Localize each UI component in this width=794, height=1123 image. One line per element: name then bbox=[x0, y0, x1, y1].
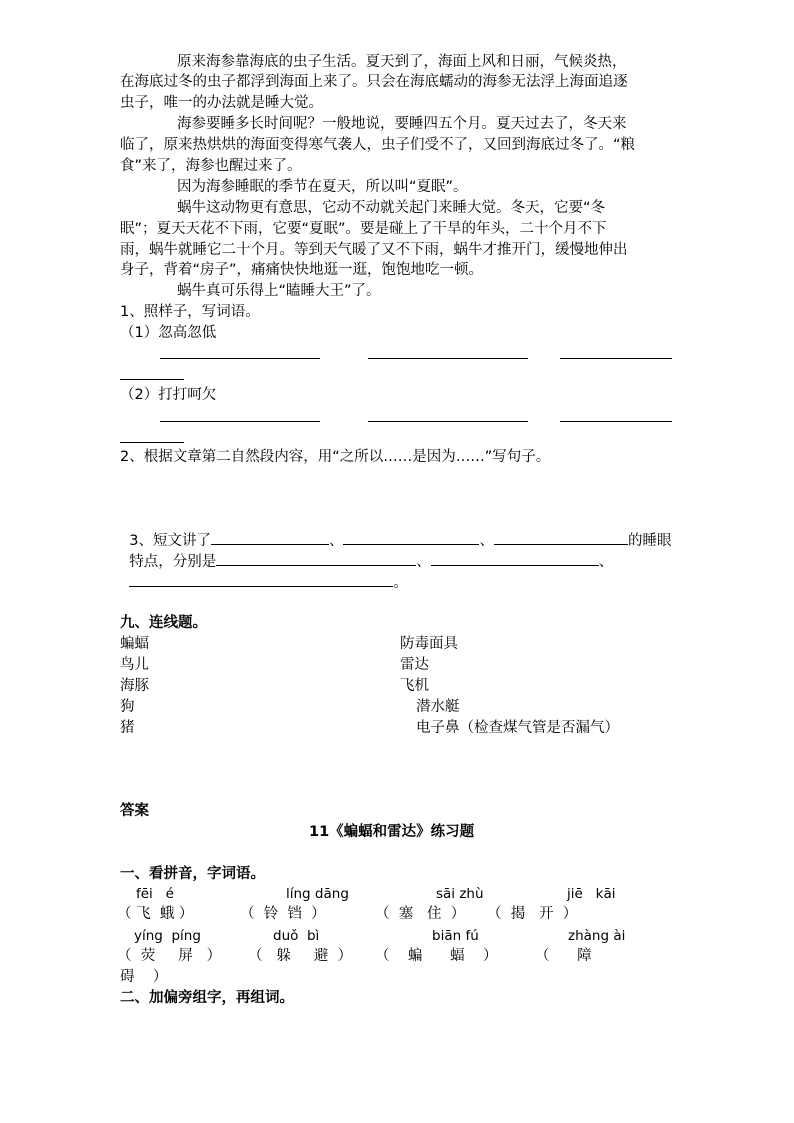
passage-line: 蜗牛这动物更有意思，它动不动就关起门来睡大觉。冬天，它要“冬 bbox=[177, 200, 606, 216]
question-1: 1、照样子，写词语。 bbox=[120, 304, 260, 320]
passage-line: 雨，蜗牛就睡它二十个月。等到天气暖了又不下雨，蜗牛才推开门，缓慢地伸出 bbox=[120, 242, 628, 258]
separator: 、 bbox=[479, 533, 494, 549]
answer-word: （ 蝙 蝠 ） bbox=[375, 948, 498, 964]
answer-word: 碍 ） bbox=[120, 969, 168, 985]
matching-right-item[interactable]: 飞机 bbox=[400, 678, 429, 694]
pinyin: líng dāng bbox=[286, 886, 349, 902]
pinyin: zhàng ài bbox=[568, 928, 626, 944]
answer-word: （ 铃 铛 ） bbox=[240, 906, 326, 922]
passage-line: 蜗牛真可乐得上“瞌睡大王”了。 bbox=[177, 283, 381, 299]
answer-blank[interactable] bbox=[560, 358, 672, 359]
passage-line: 食”来了，海参也醒过来了。 bbox=[120, 158, 302, 174]
q3-prefix: 3、短文讲了 bbox=[129, 533, 211, 549]
pinyin: jiē kāi bbox=[567, 886, 616, 902]
answer-blank[interactable] bbox=[160, 421, 320, 422]
matching-title: 九、连线题。 bbox=[120, 615, 207, 631]
pinyin: duǒ bì bbox=[273, 928, 320, 944]
question-1-item-1: （1）忽高忽低 bbox=[120, 325, 217, 341]
matching-left-item[interactable]: 海豚 bbox=[120, 678, 149, 694]
answers-title: 11《蝙蝠和雷达》练习题 bbox=[309, 824, 475, 840]
answer-blank[interactable] bbox=[120, 442, 184, 443]
q3-suffix: 的睡眼 bbox=[627, 533, 672, 549]
passage-line: 因为海参睡眠的季节在夏天，所以叫“夏眠”。 bbox=[177, 179, 468, 195]
passage-line: 身子，背着“房子”，痛痛快快地逛一逛，饱饱地吃一顿。 bbox=[120, 262, 484, 278]
separator: 、 bbox=[328, 533, 344, 549]
answer-word: （ 飞 蛾 ） bbox=[117, 906, 194, 922]
answer-word: （ 荧 屏 ） bbox=[117, 948, 222, 964]
answer-blank[interactable] bbox=[560, 421, 672, 422]
pinyin: sāi zhù bbox=[436, 886, 484, 902]
matching-right-item[interactable]: 雷达 bbox=[400, 657, 429, 673]
separator: 、 bbox=[416, 554, 431, 570]
passage-line: 临了，原来热烘烘的海面变得寒气袭人，虫子们受不了，又回到海底过冬了。“粮 bbox=[120, 137, 636, 153]
question-2: 2、根据文章第二自然段内容，用“之所以……是因为……”写句子。 bbox=[120, 449, 551, 465]
matching-right-item[interactable]: 电子鼻（检查煤气管是否漏气） bbox=[416, 720, 619, 736]
passage-line: 原来海参靠海底的虫子生活。夏天到了，海面上风和日丽，气候炎热， bbox=[177, 54, 627, 70]
matching-left-item[interactable]: 蝙蝠 bbox=[120, 636, 149, 652]
question-3-line-3 bbox=[120, 552, 408, 593]
pinyin: yíng píng bbox=[134, 928, 201, 944]
matching-right-item[interactable]: 潜水艇 bbox=[416, 699, 460, 715]
question-1-item-2: （2）打打呵欠 bbox=[120, 387, 217, 403]
answers-section-2: 二、加偏旁组字，再组词。 bbox=[120, 990, 294, 1006]
passage-line: 海参要睡多长时间呢？一般地说，要睡四五个月。夏天过去了，冬天来 bbox=[177, 116, 627, 132]
passage-line: 眠”；夏天天花不下雨，它要“夏眠”。要是碰上了干旱的年头，二十个月不下 bbox=[120, 221, 607, 237]
pinyin: biān fú bbox=[432, 928, 479, 944]
answer-blank[interactable] bbox=[160, 358, 320, 359]
answer-word: （ 塞 住 ） bbox=[375, 906, 466, 922]
matching-left-item[interactable]: 狗 bbox=[120, 699, 135, 715]
answer-blank[interactable] bbox=[120, 379, 184, 380]
answer-word: （ 躲 避 ） bbox=[248, 948, 353, 964]
answer-blank[interactable] bbox=[368, 358, 528, 359]
pinyin: fēi é bbox=[136, 886, 174, 902]
separator: 、 bbox=[598, 554, 614, 570]
answer-word: （ 揭 开 ） bbox=[487, 906, 578, 922]
matching-left-item[interactable]: 猪 bbox=[120, 720, 135, 736]
q3-line2-prefix: 特点，分别是 bbox=[129, 554, 217, 570]
passage-line: 在海底过冬的虫子都浮到海面上来了。只会在海底蠕动的海参无法浮上海面追逐 bbox=[120, 74, 628, 90]
answer-blank[interactable] bbox=[129, 572, 393, 587]
answers-heading: 答案 bbox=[120, 803, 149, 819]
matching-left-item[interactable]: 鸟儿 bbox=[120, 657, 149, 673]
matching-right-item[interactable]: 防毒面具 bbox=[400, 636, 458, 652]
answer-blank[interactable] bbox=[368, 421, 528, 422]
answer-blank[interactable] bbox=[431, 551, 599, 566]
answer-word: （ 障 bbox=[535, 948, 592, 964]
passage-line: 虫子，唯一的办法就是睡大觉。 bbox=[120, 95, 323, 111]
answers-section-1: 一、看拼音，字词语。 bbox=[120, 866, 265, 882]
q3-end: 。 bbox=[393, 575, 408, 591]
